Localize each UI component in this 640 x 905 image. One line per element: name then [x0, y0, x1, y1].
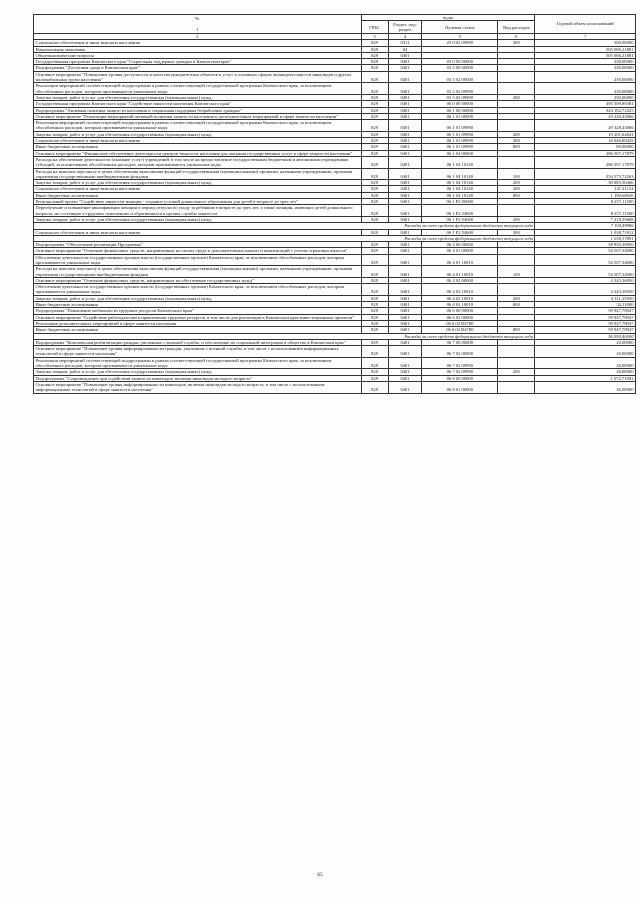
row-name: Закупка товаров, работ и услуг для обеспечения государственных (муниципальных) нужд: [34, 369, 362, 375]
note-label: Расходы за счет средств федерального бюджета текущего года: [34, 235, 535, 241]
row-celevaya: 06 1 04 10140: [422, 180, 498, 186]
row-razdel: 0401: [388, 180, 422, 186]
row-celevaya: 06 1 04 00000: [422, 150, 498, 156]
row-name: Основное мероприятие "Освоение финансовых средств, направленных на обеспечение государственных нужд": [34, 277, 362, 283]
row-celevaya: 06 1 01 00000: [422, 113, 498, 119]
row-razdel: 0401: [388, 205, 422, 217]
row-sum: 147,21124: [535, 186, 636, 192]
page-number: 65: [317, 872, 323, 878]
row-vid: 300: [498, 138, 535, 144]
header-codes: коды: [361, 15, 535, 21]
row-name: Реализация мероприятий соответствующей подпрограммы в рамках соответствующей государственной программы Камчатского края, за исключением обособленных расходов, которым присваиваются уникальные коды: [34, 120, 362, 132]
row-vid: [498, 205, 535, 217]
row-grbs: 829: [361, 59, 388, 65]
row-razdel: 0401: [388, 168, 422, 180]
row-razdel: 0401: [388, 295, 422, 301]
row-grbs: 829: [361, 295, 388, 301]
row-vid: 300: [498, 229, 535, 235]
row-grbs: 829: [361, 83, 388, 95]
row-sum: 8 257,11500: [535, 199, 636, 205]
row-celevaya: 06 6 02 00000: [422, 314, 498, 320]
row-celevaya: 06 4 01 10010: [422, 254, 498, 266]
note-sum: 1 038,37891: [535, 235, 636, 241]
row-name: Реализация дополнительных мероприятий в сфере занятости населения: [34, 320, 362, 326]
row-vid: 100: [498, 168, 535, 180]
row-grbs: 829: [361, 381, 388, 393]
row-razdel: 0401: [388, 320, 422, 326]
row-sum: 254 573,72263: [535, 168, 636, 180]
row-razdel: 0401: [388, 314, 422, 320]
table-row: [34, 168, 636, 180]
row-name: Государственная программа Камчатского края "Социальная поддержка граждан в Камчатском крае": [34, 59, 362, 65]
row-name: Закупка товаров, работ и услуг для обеспечения государственных (муниципальных) нужд: [34, 216, 362, 222]
row-sum: 505 086,21881: [535, 52, 636, 58]
table-row: [34, 83, 636, 95]
header-total: Годовой объем ассигнований: [535, 15, 636, 34]
row-razdel: 0401: [388, 52, 422, 58]
row-celevaya: 06 1 04 10140: [422, 168, 498, 180]
row-celevaya: 06 1 P2 54600: [422, 205, 498, 217]
row-razdel: 0401: [388, 242, 422, 248]
table-row: [34, 205, 636, 217]
row-sum: 10 046,80425: [535, 138, 636, 144]
row-razdel: 0401: [388, 101, 422, 107]
row-name: Основное мероприятие "Финансовое обеспечение деятельности центров занятости населения для оказания государственных услуг в сфере занятости населения": [34, 150, 362, 156]
header-number-sign: №: [195, 15, 200, 21]
note-sum: 7 194,49986: [535, 223, 636, 229]
row-razdel: 0401: [388, 131, 422, 137]
row-sum: 20,00000: [535, 339, 636, 345]
col-number: 4: [388, 34, 422, 40]
row-razdel: 0401: [388, 199, 422, 205]
table-row: [34, 254, 636, 266]
row-celevaya: 03 3 02 09990: [422, 94, 498, 100]
row-sum: 250,00000: [535, 83, 636, 95]
row-grbs: 829: [361, 144, 388, 150]
row-vid: 800: [498, 327, 535, 333]
row-razdel: 0401: [388, 248, 422, 254]
row-grbs: 829: [361, 205, 388, 217]
row-grbs: 829: [361, 131, 388, 137]
table-row: [34, 120, 636, 132]
row-razdel: 0401: [388, 229, 422, 235]
row-name: Национальная экономика: [34, 46, 362, 52]
table-row: [34, 284, 636, 296]
row-celevaya: 06 6 00 00000: [422, 308, 498, 314]
row-grbs: 829: [361, 71, 388, 83]
row-sum: 59 947,78947: [535, 308, 636, 314]
row-sum: 29 328,43066: [535, 120, 636, 132]
row-celevaya: 25 0 02 09990: [422, 40, 498, 46]
row-sum: 4 311,25950: [535, 295, 636, 301]
row-vid: [498, 71, 535, 83]
row-sum: 1 072,71092: [535, 375, 636, 381]
row-vid: 200: [498, 94, 535, 100]
row-razdel: 0401: [388, 381, 422, 393]
row-razdel: 0401: [388, 346, 422, 358]
row-name: Подпрограмма "Обеспечение реализации Программы": [34, 242, 362, 248]
row-name: Обеспечение деятельности государственных органов власти (государственных органов) Камчатского края, за исключением обособленных расходов, которым присваиваются уникальные коды: [34, 284, 362, 296]
row-vid: 200: [498, 180, 535, 186]
row-vid: 300: [498, 186, 535, 192]
row-vid: [498, 284, 535, 296]
row-grbs: 829: [361, 229, 388, 235]
row-razdel: 0401: [388, 192, 422, 198]
row-razdel: 0401: [388, 150, 422, 156]
row-razdel: 0401: [388, 113, 422, 119]
row-razdel: 0401: [388, 266, 422, 278]
row-sum: 1 190,68026: [535, 192, 636, 198]
row-name: Закупка товаров, работ и услуг для обеспечения государственных (муниципальных) нужд: [34, 94, 362, 100]
row-grbs: 829: [361, 186, 388, 192]
row-sum: 19 201,62641: [535, 131, 636, 137]
row-name: Социальное обеспечение и иные выплаты населению: [34, 229, 362, 235]
row-celevaya: 06 4 02 10010: [422, 302, 498, 308]
table-body: [34, 40, 636, 393]
row-name: Расходы на выплаты персоналу в целях обеспечения выполнения функций государственными (муниципальными) органами, казенными учреждениями, органами управления государственными внебюджетными фондами: [34, 168, 362, 180]
row-vid: [498, 346, 535, 358]
row-razdel: 0401: [388, 339, 422, 345]
row-grbs: 829: [361, 94, 388, 100]
row-sum: 286 597,17879: [535, 150, 636, 156]
row-grbs: 829: [361, 192, 388, 198]
row-celevaya: 06 4 00 00000: [422, 242, 498, 248]
header-name-col-num: 1: [196, 27, 199, 32]
header-razdel: Раздел, под-раздел: [388, 21, 422, 34]
row-name: Государственная программа Камчатского края "Содействие занятости населения Камчатского края": [34, 101, 362, 107]
table-row: [34, 346, 636, 358]
row-grbs: 829: [361, 199, 388, 205]
row-grbs: 829: [361, 314, 388, 320]
row-sum: 80,00000: [535, 144, 636, 150]
row-vid: [498, 83, 535, 95]
row-razdel: 0401: [388, 302, 422, 308]
row-razdel: 0401: [388, 59, 422, 65]
row-celevaya: 03 3 02 09990: [422, 83, 498, 95]
row-grbs: 829: [361, 302, 388, 308]
row-name: Основное мероприятие "Реализация мероприятий активной политики занятости населения и дополнительных мероприятий в сфере занятости населения": [34, 113, 362, 119]
row-razdel: 0401: [388, 138, 422, 144]
header-vid: Вид расходов: [498, 21, 535, 34]
row-grbs: 829: [361, 248, 388, 254]
row-celevaya: 06 1 04 10140: [422, 156, 498, 168]
note-label: Расходы за счет средств федерального бюджета текущего года: [34, 333, 535, 339]
row-grbs: 829: [361, 254, 388, 266]
row-name: Расходы на выплаты персоналу в целях обеспечения выполнения функций государственными (муниципальными) органами, казенными учреждениями, органами управления государственными внебюджетными фондами: [34, 266, 362, 278]
row-sum: 54 507,34000: [535, 248, 636, 254]
row-sum: 250,00000: [535, 65, 636, 71]
row-grbs: 829: [361, 369, 388, 375]
row-name: Закупка товаров, работ и услуг для обеспечения государственных (муниципальных) нужд: [34, 295, 362, 301]
row-celevaya: 06 7 02 09990: [422, 369, 498, 375]
row-name: Иные бюджетные ассигнования: [34, 302, 362, 308]
row-vid: 200: [498, 131, 535, 137]
budget-table: [33, 14, 636, 394]
row-sum: 300,00000: [535, 40, 636, 46]
row-name: Реализация мероприятий соответствующей подпрограммы в рамках соответствующей государственной программы Камчатского края, за исключением обособленных расходов, которым присваиваются уникальные коды: [34, 357, 362, 369]
row-celevaya: 06 8 01 00000: [422, 381, 498, 393]
row-name: Закупка товаров, работ и услуг для обеспечения государственных (муниципальных) нужд: [34, 131, 362, 137]
row-name: Подпрограмма "Активная политика занятости населения и социальная поддержка безработных граждан": [34, 107, 362, 113]
row-sum: 32,11000: [535, 302, 636, 308]
row-grbs: 829: [361, 266, 388, 278]
row-grbs: 829: [361, 357, 388, 369]
row-celevaya: 06 1 01 09990: [422, 131, 498, 137]
row-celevaya: 03 3 00 00000: [422, 65, 498, 71]
row-grbs: 829: [361, 65, 388, 71]
row-grbs: 829: [361, 138, 388, 144]
row-celevaya: 06 1 04 10140: [422, 186, 498, 192]
row-celevaya: 06 6 02 R4780: [422, 320, 498, 326]
row-name: Региональный проект "Содействие занятости женщин - создание условий дошкольного образования для детей в возрасте до трех лет": [34, 199, 362, 205]
row-name: Основное мероприятие "Повышение уровня информированности инвалидов, включая инвалидов молодого возраста, в том числе с использованием информационных технологий в сфере занятости населения": [34, 381, 362, 393]
table-row: [34, 71, 636, 83]
row-sum: 8 257,11500: [535, 205, 636, 217]
row-celevaya: 06 6 02 R4780: [422, 327, 498, 333]
row-razdel: 0401: [388, 327, 422, 333]
row-name: Подпрограмма "Сопровождение при содействии занятости инвалидов, включая инвалидов молодого возраста": [34, 375, 362, 381]
row-celevaya: 06 4 01 00000: [422, 248, 498, 254]
row-grbs: 829: [361, 46, 388, 52]
row-celevaya: 06 4 02 10010: [422, 284, 498, 296]
table-row: [34, 381, 636, 393]
row-sum: 7 218,39688: [535, 216, 636, 222]
row-grbs: 829: [361, 339, 388, 345]
row-razdel: 0401: [388, 277, 422, 283]
row-razdel: 0311: [388, 40, 422, 46]
row-celevaya: 03 0 00 00000: [422, 59, 498, 65]
row-razdel: 0401: [388, 284, 422, 296]
row-name: Социальное обеспечение и иные выплаты населению: [34, 186, 362, 192]
table-row: [34, 156, 636, 168]
col-number: 3: [361, 34, 388, 40]
row-celevaya: 06 1 04 10140: [422, 192, 498, 198]
row-sum: 250,00000: [535, 59, 636, 65]
row-name: Иные бюджетные ассигнования: [34, 192, 362, 198]
row-celevaya: 06 8 00 00000: [422, 375, 498, 381]
table-row: [34, 357, 636, 369]
row-grbs: 829: [361, 40, 388, 46]
row-sum: 29 328,43066: [535, 113, 636, 119]
row-celevaya: 06 1 01 09990: [422, 120, 498, 132]
row-sum: 20,00000: [535, 346, 636, 358]
row-grbs: 829: [361, 101, 388, 107]
row-name: Подпрограмма "Доступная среда в Камчатском крае": [34, 65, 362, 71]
row-grbs: 829: [361, 242, 388, 248]
header-name-col: [34, 15, 362, 34]
row-name: Закупка товаров, работ и услуг для обеспечения государственных (муниципальных) нужд: [34, 180, 362, 186]
row-vid: 800: [498, 192, 535, 198]
row-name: Подпрограмма "Повышение мобильности трудовых ресурсов Камчатского края": [34, 308, 362, 314]
row-grbs: 829: [361, 180, 388, 186]
row-razdel: 0401: [388, 186, 422, 192]
row-sum: 30 885,56466: [535, 180, 636, 186]
row-grbs: 829: [361, 156, 388, 168]
row-grbs: 829: [361, 168, 388, 180]
col-number: 2: [34, 34, 362, 40]
col-number: 5: [422, 34, 498, 40]
row-vid: 100: [498, 266, 535, 278]
row-razdel: 0401: [388, 357, 422, 369]
row-sum: 36,00000: [535, 381, 636, 393]
row-name: Социальное обеспечение и иные выплаты населению: [34, 40, 362, 46]
row-razdel: 0401: [388, 107, 422, 113]
row-grbs: 829: [361, 216, 388, 222]
row-sum: 54 507,34000: [535, 266, 636, 278]
row-sum: 54 507,34000: [535, 254, 636, 266]
row-grbs: 829: [361, 327, 388, 333]
row-razdel: 0401: [388, 216, 422, 222]
row-grbs: 829: [361, 320, 388, 326]
row-grbs: 829: [361, 150, 388, 156]
row-name: Основное мероприятие "Повышение уровня доступности и качества приоритетных объектов и услуг в основных сферах жизнедеятельности инвалидов и других маломобильных групп населения": [34, 71, 362, 83]
row-celevaya: 06 7 02 00000: [422, 346, 498, 358]
table-row: [34, 266, 636, 278]
row-razdel: 0401: [388, 254, 422, 266]
row-celevaya: 06 7 00 00000: [422, 339, 498, 345]
row-celevaya: 06 0 00 00000: [422, 101, 498, 107]
row-celevaya: 06 1 01 09990: [422, 138, 498, 144]
row-vid: 800: [498, 144, 535, 150]
row-name: Социальное обеспечение и иные выплаты населению: [34, 138, 362, 144]
row-vid: 800: [498, 302, 535, 308]
row-sum: 495 309,89381: [535, 101, 636, 107]
row-sum: 250,00000: [535, 71, 636, 83]
row-grbs: 829: [361, 107, 388, 113]
row-razdel: 0401: [388, 94, 422, 100]
row-razdel: 04: [388, 46, 422, 52]
table-header: [34, 15, 636, 40]
row-sum: 59 947,78947: [535, 327, 636, 333]
row-grbs: 829: [361, 120, 388, 132]
row-razdel: 0401: [388, 308, 422, 314]
row-celevaya: 06 1 00 00000: [422, 107, 498, 113]
row-sum: 59 947,78947: [535, 314, 636, 320]
row-sum: 324 182,72425: [535, 107, 636, 113]
row-vid: [498, 156, 535, 168]
row-celevaya: 06 4 02 10010: [422, 295, 498, 301]
row-vid: 300: [498, 40, 535, 46]
row-name: Иные бюджетные ассигнования: [34, 144, 362, 150]
header-celevaya: Целевая статья: [422, 21, 498, 34]
row-name: Основное мероприятие "Содействие работодателям в привлечении трудовых ресурсов, в том числе для реализации в Камчатском крае инвестиционных проектов": [34, 314, 362, 320]
row-vid: [498, 381, 535, 393]
col-number: 7: [535, 34, 636, 40]
row-vid: 200: [498, 295, 535, 301]
row-grbs: 829: [361, 346, 388, 358]
row-name: Подпрограмма "Комплексная реабилитация граждан, уволенных с военной службы, и обеспечение их социальной интеграции в общество в Камчатском крае": [34, 339, 362, 345]
row-razdel: 0401: [388, 144, 422, 150]
row-vid: [498, 120, 535, 132]
row-vid: 200: [498, 216, 535, 222]
row-name: Обеспечение деятельности государственных органов власти (государственных органов) Камчатского края, за исключением обособленных расходов, которым присваиваются уникальные коды: [34, 254, 362, 266]
row-sum: 4 343,36950: [535, 284, 636, 296]
row-celevaya: 06 1 P2 54600: [422, 229, 498, 235]
header-grbs: ГРБС: [361, 21, 388, 34]
row-grbs: 829: [361, 277, 388, 283]
row-name: Основное мероприятие "Повышение уровня информированности граждан, уволенных с военной службы, в том числе с использованием информационных технологий в сфере занятости населения": [34, 346, 362, 358]
row-grbs: 829: [361, 52, 388, 58]
row-celevaya: 06 4 01 10010: [422, 266, 498, 278]
row-razdel: 0401: [388, 156, 422, 168]
row-vid: [498, 357, 535, 369]
row-grbs: 829: [361, 284, 388, 296]
row-celevaya: 06 1 P2 54600: [422, 216, 498, 222]
note-label: Расходы за счет средств федерального бюджета текущего года: [34, 223, 535, 229]
row-celevaya: 03 3 02 00000: [422, 71, 498, 83]
row-celevaya: 06 1 01 09990: [422, 144, 498, 150]
row-name: Реализация мероприятий соответствующей подпрограммы в рамках соответствующей государственной программы Камчатского края, за исключением обособленных расходов, которым присваиваются уникальные коды: [34, 83, 362, 95]
row-name: Основное мероприятие "Освоение финансовых средств, направленных на оплату труда и дополнительных выплат и компенсаций с учетом страховых взносов": [34, 248, 362, 254]
row-razdel: 0401: [388, 120, 422, 132]
row-sum: 20,00000: [535, 369, 636, 375]
row-razdel: 0401: [388, 375, 422, 381]
row-razdel: 0401: [388, 369, 422, 375]
row-sum: 250,00000: [535, 94, 636, 100]
row-vid: [498, 254, 535, 266]
row-name: Иные бюджетные ассигнования: [34, 327, 362, 333]
row-sum: 59 947,78947: [535, 320, 636, 326]
row-grbs: 829: [361, 375, 388, 381]
row-grbs: 829: [361, 308, 388, 314]
col-number: 6: [498, 34, 535, 40]
row-celevaya: 06 1 P2 00000: [422, 199, 498, 205]
note-sum: 56 950,40000: [535, 333, 636, 339]
row-razdel: 0401: [388, 83, 422, 95]
row-sum: 505 086,21881: [535, 46, 636, 52]
row-grbs: 829: [361, 113, 388, 119]
row-celevaya: 06 4 02 00000: [422, 277, 498, 283]
row-razdel: 0401: [388, 71, 422, 83]
row-sum: 20,00000: [535, 357, 636, 369]
row-name: Общеэкономические вопросы: [34, 52, 362, 58]
row-name: Расходы на обеспечение деятельности (оказание услуг) учреждений, в том числе на предоставление государственным бюджетным и автономным учреждениям субсидий, за исключением обособленных расходов, которым присваиваются уникальные коды: [34, 156, 362, 168]
row-sum: 286 597,17879: [535, 156, 636, 168]
row-name: Переобучение и повышение квалификации женщин в период отпуска по уходу за ребенком в возрасте до трех лет, а также женщин, имеющих детей дошкольного возраста, не состоящих в трудовых отношениях и обратившихся в органы службы занятости: [34, 205, 362, 217]
row-razdel: 0401: [388, 65, 422, 71]
row-vid: 200: [498, 369, 535, 375]
row-sum: 4 343,36950: [535, 277, 636, 283]
row-celevaya: 06 7 02 09990: [422, 357, 498, 369]
row-sum: 1 038,71812: [535, 229, 636, 235]
row-sum: 58 850,30950: [535, 242, 636, 248]
